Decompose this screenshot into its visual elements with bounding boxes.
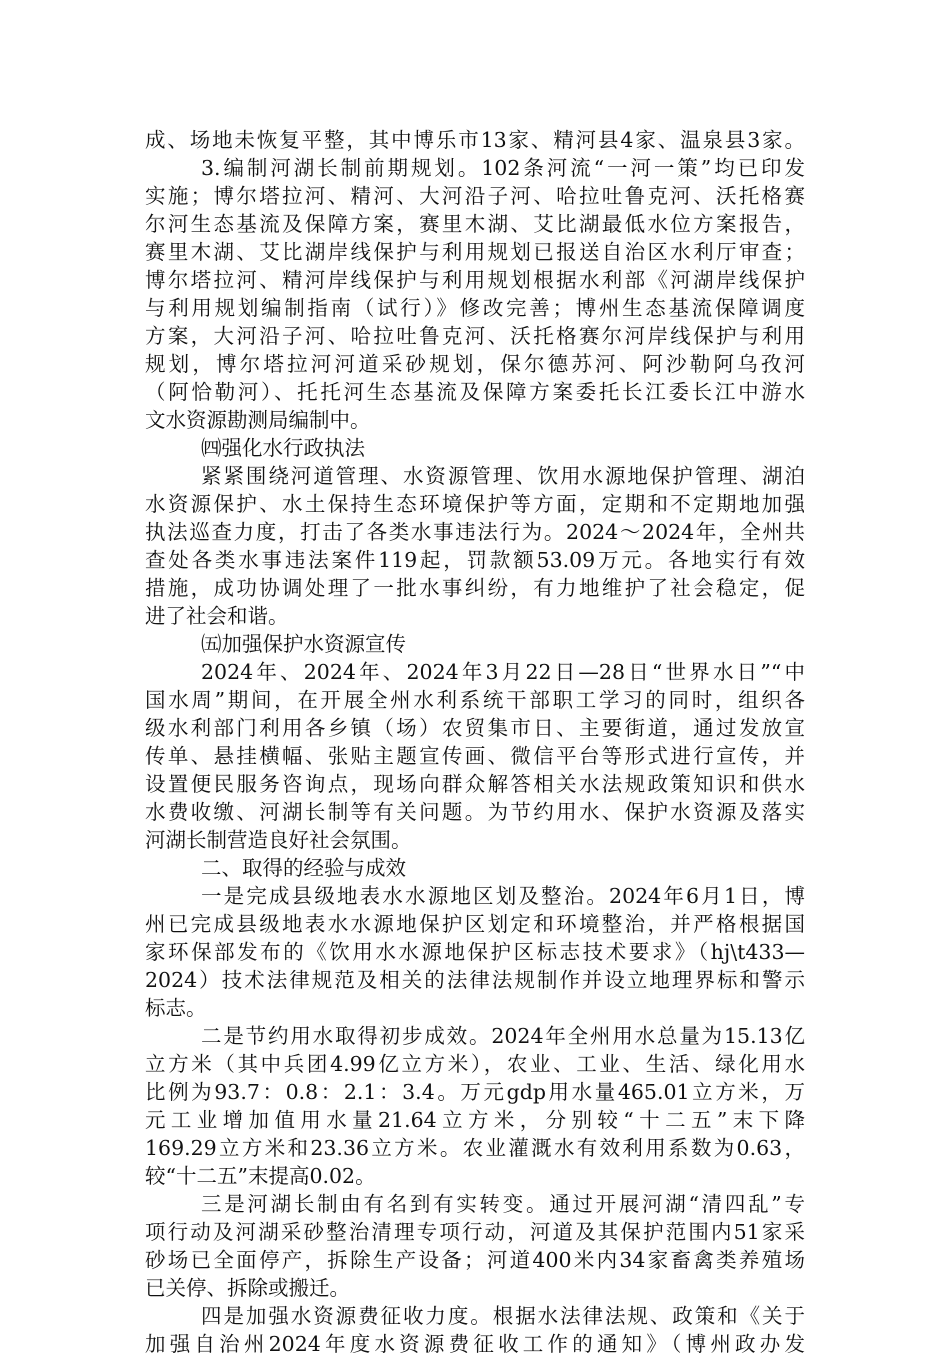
document-body: [145, 126, 805, 1358]
text-line: 元工业增加值用水量21.64立方米，分别较“十二五”末下降: [145, 1108, 805, 1132]
text-line: 传单、悬挂横幅、张贴主题宣传画、微信平台等形式进行宣传，并: [145, 744, 805, 768]
text-line: 查处各类水事违法案件119起，罚款额53.09万元。各地实行有效: [145, 548, 805, 572]
text-line: 立方米（其中兵团4.99亿立方米），农业、工业、生活、绿化用水: [145, 1052, 805, 1076]
text-line: 已关停、拆除或搬迁。: [145, 1276, 350, 1300]
text-line: 博尔塔拉河、精河岸线保护与利用规划根据水利部《河湖岸线保护: [145, 268, 805, 292]
text-line: 比例为93.7：0.8：2.1：3.4。万元gdp用水量465.01立方米，万: [145, 1080, 805, 1104]
text-line: 尔河生态基流及保障方案，赛里木湖、艾比湖最低水位方案报告，: [145, 212, 805, 236]
text-line: 3.编制河湖长制前期规划。102条河流“一河一策”均已印发: [201, 156, 805, 180]
text-line: 项行动及河湖采砂整治清理专项行动，河道及其保护范围内51家采: [145, 1220, 805, 1244]
text-line: 与利用规划编制指南（试行）》修改完善；博州生态基流保障调度: [145, 296, 805, 320]
text-line: 规划，博尔塔拉河河道采砂规划，保尔德苏河、阿沙勒阿乌孜河: [145, 352, 805, 376]
text-line: 设置便民服务咨询点，现场向群众解答相关水法规政策知识和供水: [145, 772, 805, 796]
text-line: 2024）技术法律规范及相关的法律法规制作并设立地理界标和警示: [145, 968, 805, 992]
text-line: 169.29立方米和23.36立方米。农业灌溉水有效利用系数为0.63，: [145, 1136, 805, 1160]
text-line: 标志。: [145, 996, 207, 1020]
text-line: 水资源保护、水土保持生态环境保护等方面，定期和不定期地加强: [145, 492, 805, 516]
text-line: 一是完成县级地表水水源地区划及整治。2024年6月1日，博: [201, 884, 805, 908]
text-line: 实施；博尔塔拉河、精河、大河沿子河、哈拉吐鲁克河、沃托格赛: [145, 184, 805, 208]
text-line: 较“十二五”末提高0.02。: [145, 1164, 376, 1188]
text-line: 四是加强水资源费征收力度。根据水法律法规、政策和《关于: [201, 1304, 805, 1328]
text-line: 河湖长制营造良好社会氛围。: [145, 828, 412, 852]
text-line: ㈣强化水行政执法: [201, 436, 365, 460]
text-line: 执法巡查力度，打击了各类水事违法行为。2024～2024年，全州共: [145, 520, 805, 544]
text-line: 进了社会和谐。: [145, 604, 289, 628]
text-line: 砂场已全面停产，拆除生产设备；河道400米内34家畜禽类养殖场: [145, 1248, 805, 1272]
text-line: 二是节约用水取得初步成效。2024年全州用水总量为15.13亿: [201, 1024, 805, 1048]
text-line: 二、取得的经验与成效: [201, 856, 406, 880]
text-line: 水费收缴、河湖长制等有关问题。为节约用水、保护水资源及落实: [145, 800, 805, 824]
text-line: （阿恰勒河）、托托河生态基流及保障方案委托长江委长江中游水: [145, 380, 805, 404]
text-line: 2024年、2024年、2024年3月22日—28日“世界水日”“中: [201, 660, 805, 684]
text-line: ㈤加强保护水资源宣传: [201, 632, 406, 656]
text-line: 三是河湖长制由有名到有实转变。通过开展河湖“清四乱”专: [201, 1192, 805, 1216]
text-line: 紧紧围绕河道管理、水资源管理、饮用水源地保护管理、湖泊: [201, 464, 805, 488]
text-line: 加强自治州2024年度水资源费征收工作的通知》（博州政办发: [145, 1332, 805, 1356]
text-line: 州已完成县级地表水水源地保护区划定和环境整治，并严格根据国: [145, 912, 805, 936]
text-line: 文水资源勘测局编制中。: [145, 408, 371, 432]
text-line: 成、场地未恢复平整，其中博乐市13家、精河县4家、温泉县3家。: [145, 128, 805, 152]
text-line: 方案，大河沿子河、哈拉吐鲁克河、沃托格赛尔河岸线保护与利用: [145, 324, 805, 348]
text-line: 级水利部门利用各乡镇（场）农贸集市日、主要街道，通过发放宣: [145, 716, 805, 740]
text-line: 赛里木湖、艾比湖岸线保护与利用规划已报送自治区水利厅审查；: [145, 240, 805, 264]
text-line: 措施，成功协调处理了一批水事纠纷，有力地维护了社会稳定，促: [145, 576, 805, 600]
text-line: 国水周”期间，在开展全州水利系统干部职工学习的同时，组织各: [145, 688, 805, 712]
text-line: 家环保部发布的《饮用水水源地保护区标志技术要求》（hj\t433—: [145, 940, 805, 964]
